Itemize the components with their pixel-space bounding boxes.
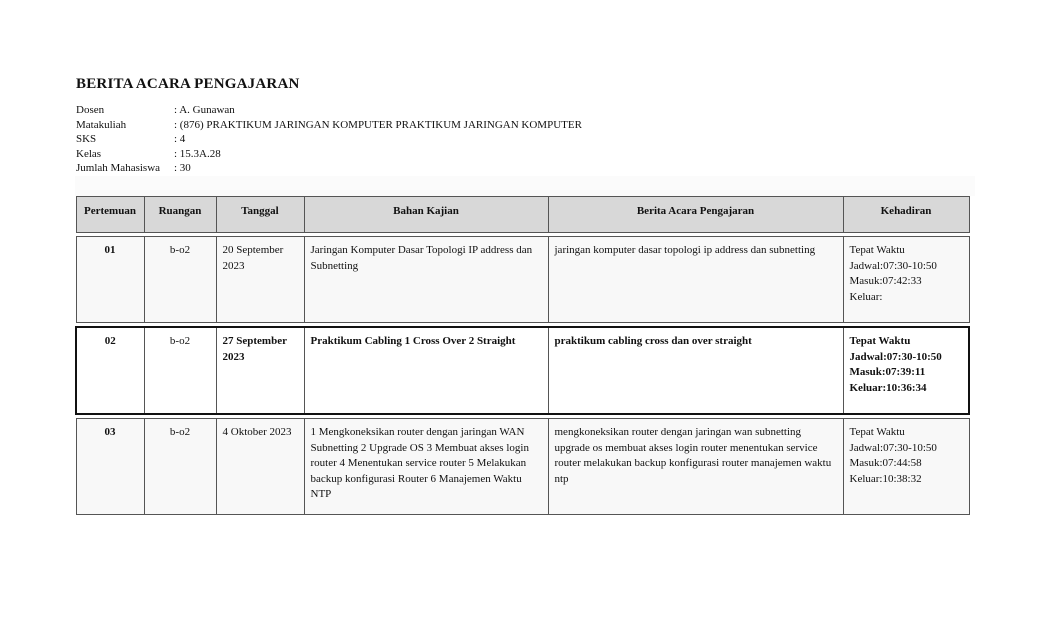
cell-kehadiran: [843, 419, 969, 515]
kehadiran-status: Tepat Waktu: [849, 426, 905, 438]
cell-ruangan: b-o2: [144, 237, 216, 323]
cell-pertemuan: 01: [76, 237, 144, 323]
cell-tanggal: 27 September 2023: [216, 327, 304, 414]
cell-ruangan: b-o2: [144, 327, 216, 414]
kehadiran-masuk: Masuk:07:44:58: [849, 457, 922, 469]
info-value: : A. Gunawan: [174, 104, 235, 116]
cell-berita-acara: praktikum cabling cross dan over straight: [548, 327, 843, 414]
info-label: Jumlah Mahasiswa: [76, 162, 161, 175]
kehadiran-jadwal: Jadwal:07:30-10:50: [849, 259, 937, 272]
info-row-matakuliah: [76, 118, 582, 133]
cell-ruangan: b-o2: [144, 419, 216, 515]
info-label: Dosen: [76, 104, 105, 116]
info-row-dosen: [76, 103, 582, 118]
table-row: [76, 419, 969, 515]
attendance-table: [75, 196, 970, 515]
kehadiran-masuk: Masuk:07:42:33: [849, 275, 922, 287]
info-value: : 15.3A.28: [174, 147, 221, 160]
table-row: [76, 237, 969, 323]
kehadiran-jadwal: Jadwal:07:30-10:50: [849, 441, 937, 454]
header-ruangan: Ruangan: [144, 197, 216, 233]
cell-kehadiran: [843, 237, 969, 323]
cell-kehadiran: [843, 327, 969, 414]
cell-pertemuan: 02: [76, 327, 144, 414]
kehadiran-status: Tepat Waktu: [849, 335, 911, 347]
cell-berita-acara: jaringan komputer dasar topologi ip address dan subnetting: [548, 237, 843, 323]
info-row-sks: [76, 132, 582, 147]
cell-tanggal: 4 Oktober 2023: [216, 419, 304, 515]
info-label: SKS: [76, 133, 97, 146]
kehadiran-masuk: Masuk:07:39:11: [849, 366, 926, 378]
cell-bahan-kajian: Jaringan Komputer Dasar Topologi IP address dan Subnetting: [304, 237, 548, 323]
info-row-kelas: [76, 147, 582, 162]
cell-bahan-kajian: Praktikum Cabling 1 Cross Over 2 Straight: [304, 327, 548, 414]
header-kehadiran: Kehadiran: [843, 197, 969, 233]
kehadiran-keluar: Keluar:10:38:32: [849, 472, 922, 485]
header-shade: [75, 176, 975, 196]
attendance-table-wrapper: [75, 196, 970, 515]
header-berita-acara: Berita Acara Pengajaran: [548, 197, 843, 233]
info-value: : 4: [174, 133, 186, 146]
course-info: [76, 103, 582, 176]
header-bahan-kajian: Bahan Kajian: [304, 197, 548, 233]
info-label: Matakuliah: [76, 118, 127, 131]
kehadiran-status: Tepat Waktu: [849, 244, 905, 256]
kehadiran-keluar: Keluar:10:36:34: [849, 381, 927, 394]
page-title: BERITA ACARA PENGAJARAN: [76, 76, 300, 92]
info-label: Kelas: [76, 147, 102, 160]
cell-pertemuan: 03: [76, 419, 144, 515]
header-pertemuan: Pertemuan: [76, 197, 144, 233]
cell-berita-acara: mengkoneksikan router dengan jaringan wan subnetting upgrade os membuat akses login router menentukan service router melakukan backup konfigurasi router manajemen waktu ntp: [548, 419, 843, 515]
header-tanggal: Tanggal: [216, 197, 304, 233]
info-row-jumlah-mahasiswa: [76, 161, 582, 176]
info-value: : (876) PRAKTIKUM JARINGAN KOMPUTER PRAKTIKUM JARINGAN KOMPUTER: [174, 118, 582, 131]
cell-bahan-kajian: 1 Mengkoneksikan router dengan jaringan WAN Subnetting 2 Upgrade OS 3 Membuat akses login router 4 Menentukan service router 5 Melakukan backup konfigurasi Router 6 Manajemen Waktu NTP: [304, 419, 548, 515]
table-header-row: [76, 197, 969, 233]
kehadiran-jadwal: Jadwal:07:30-10:50: [849, 350, 942, 363]
cell-tanggal: 20 September 2023: [216, 237, 304, 323]
table-row: [76, 327, 969, 414]
kehadiran-keluar: Keluar:: [849, 290, 883, 303]
info-value: : 30: [174, 162, 191, 175]
